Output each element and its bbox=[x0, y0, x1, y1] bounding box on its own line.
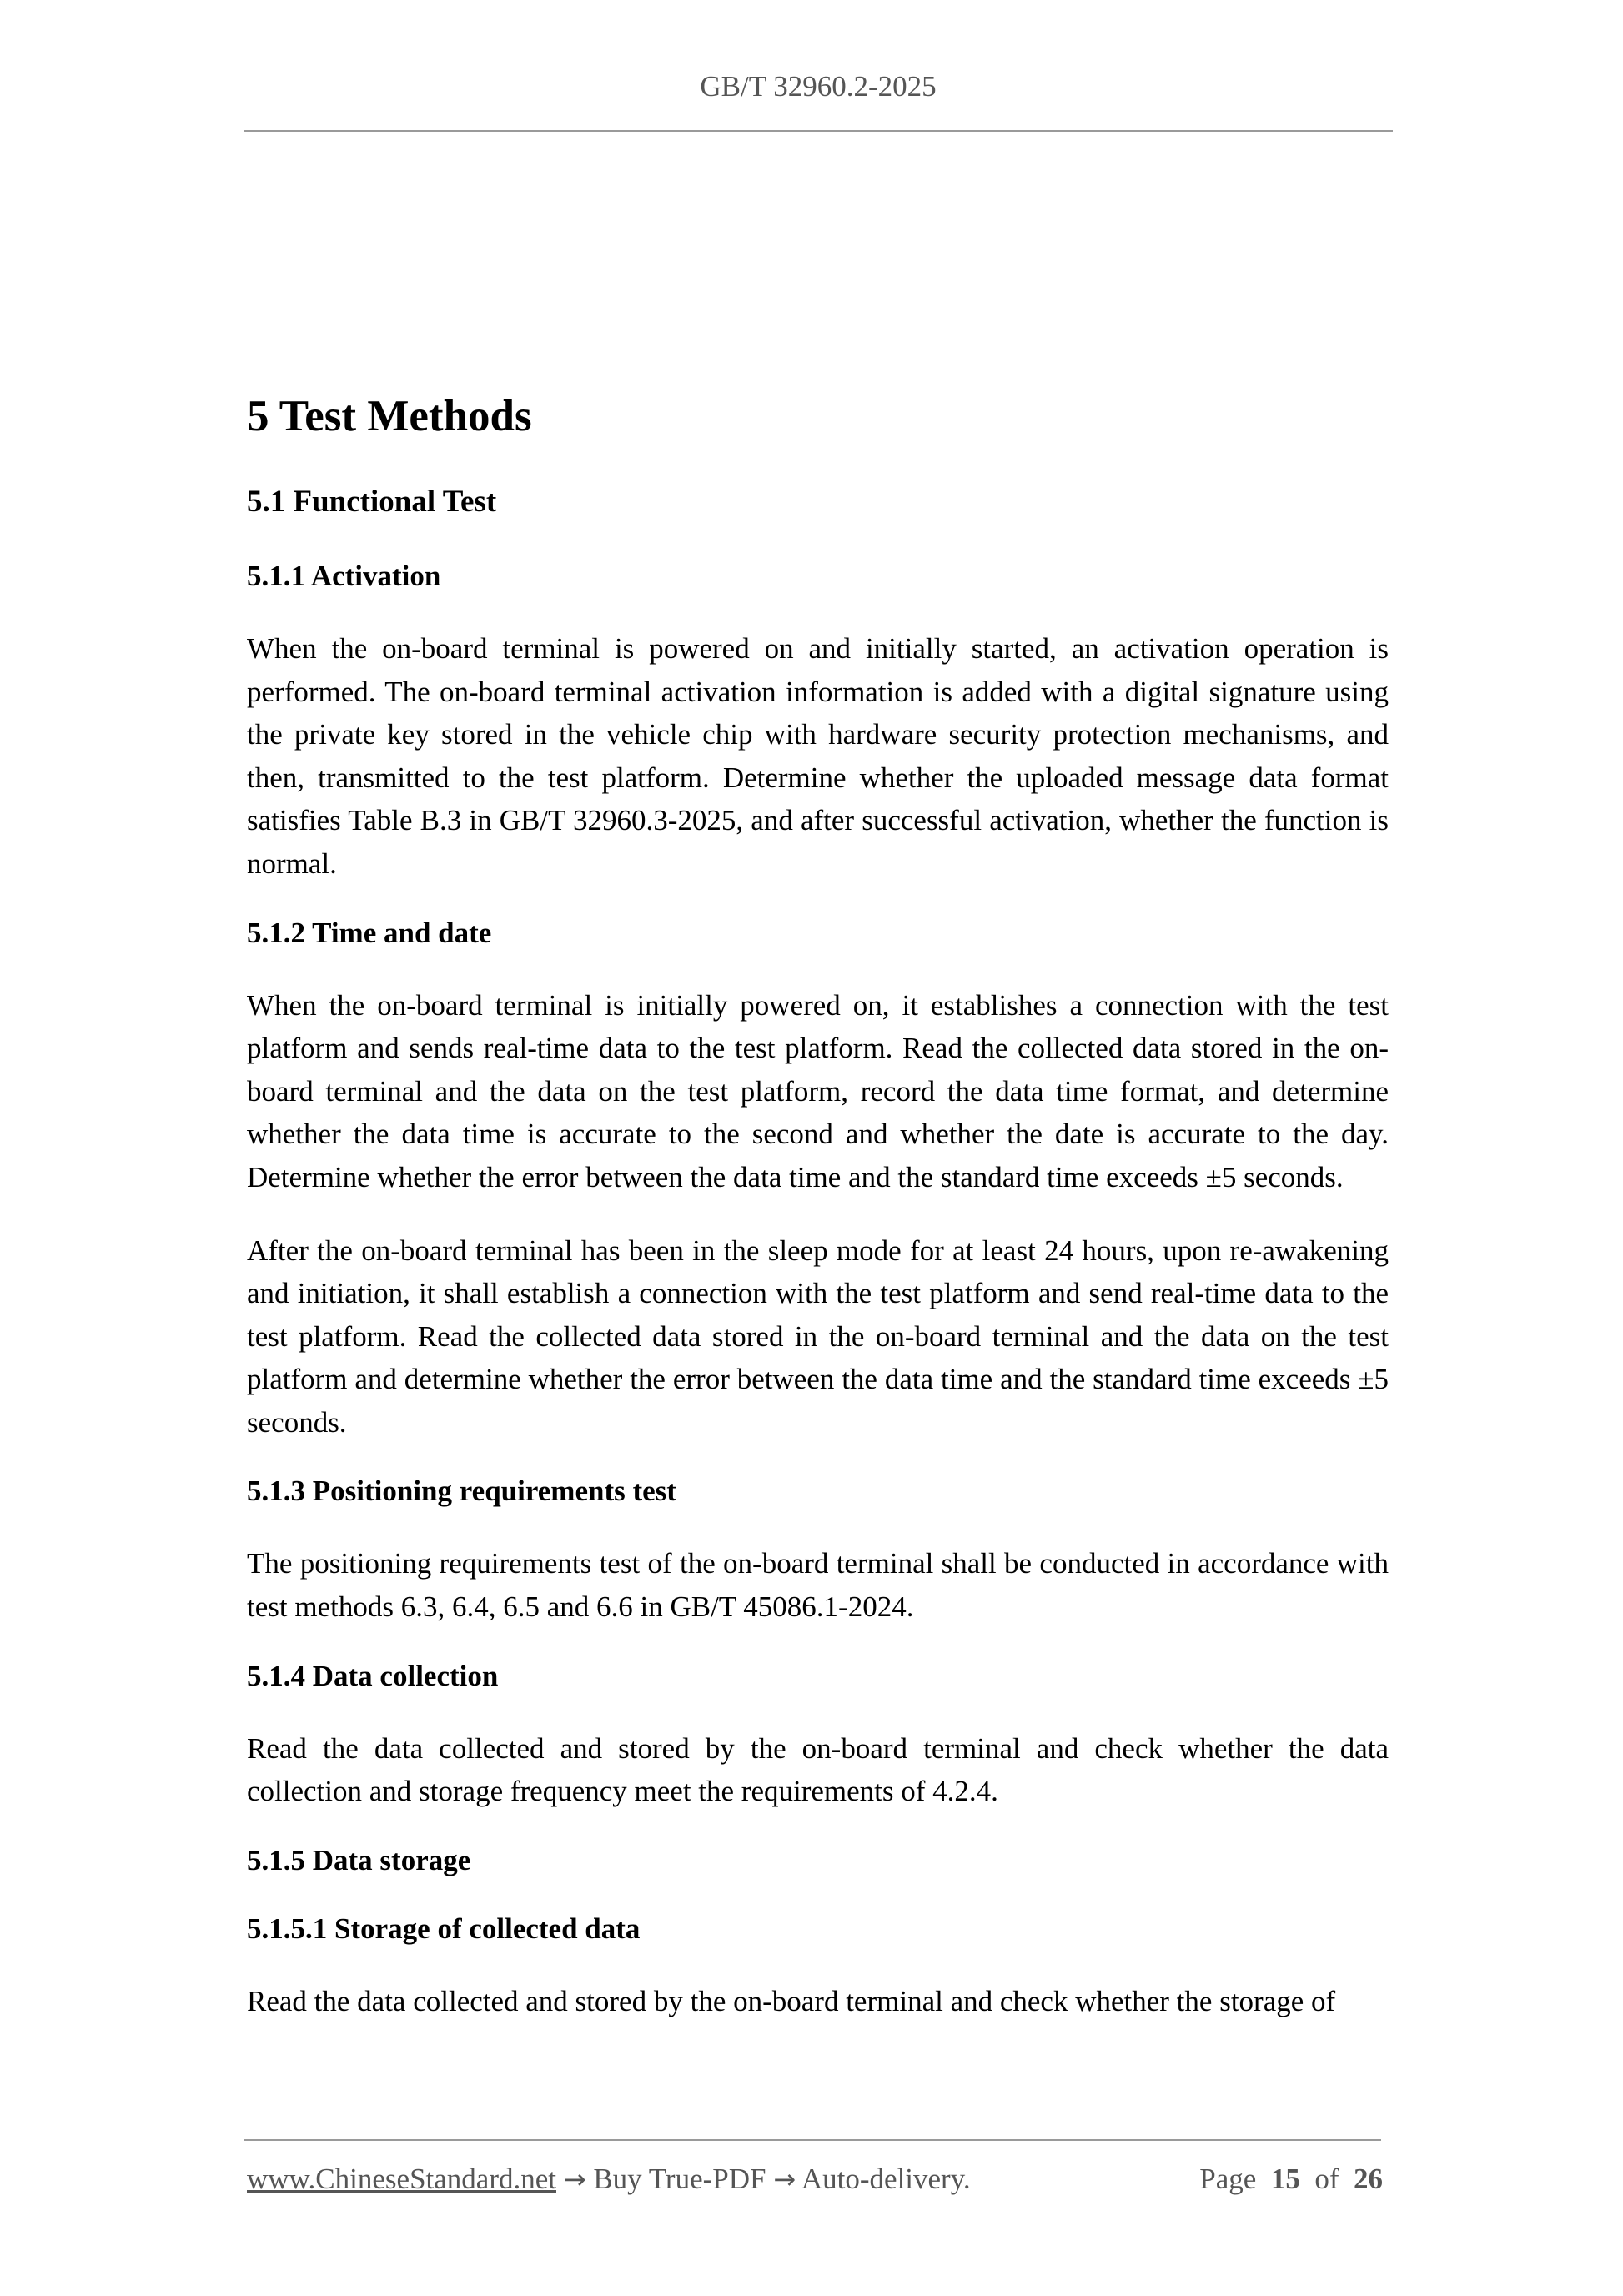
subsection-title-5-1: 5.1 Functional Test bbox=[247, 484, 497, 519]
clause-5-1-5-1-paragraph: Read the data collected and stored by the on-board terminal and check whether the storage of bbox=[247, 1984, 1336, 2017]
clause-title-5-1-5-1: 5.1.5.1 Storage of collected data bbox=[247, 1912, 641, 1945]
clause-5-1-2-paragraph-1: When the on-board terminal is initially powered on, it establishes a connection with the test platform and sends real-time data to the test platform. Read the collected data stored in the on-board terminal and the data on the test platform, record the data time format, and determine whether the data time is accurate to the second and whether the date is accurate to the day. Determine whether the error between the data time and the standard time exceeds ±5 seconds. bbox=[247, 988, 1389, 1193]
clause-title-5-1-1: 5.1.1 Activation bbox=[247, 559, 441, 592]
total-pages-number: 26 bbox=[1354, 2163, 1383, 2195]
clause-5-1-4-paragraph: Read the data collected and stored by the on-board terminal and check whether the data collection and storage frequency meet the requirements of 4.2.4. bbox=[247, 1731, 1389, 1808]
clause-5-1-1-paragraph: When the on-board terminal is powered on and initially started, an activation operation is performed. The on-board terminal activation information is added with a digital signature using the private key stored in the vehicle chip with hardware security protection mechanisms, and then, transmitted to the test platform. Determine whether the uploaded message data format satisfies Table B.3 in GB/T 32960.3-2025, and after successful activation, whether the function is normal. bbox=[247, 631, 1389, 880]
site-link[interactable]: www.ChineseStandard.net bbox=[247, 2163, 556, 2195]
clause-5-1-3-paragraph: The positioning requirements test of the on-board terminal shall be conducted in accordance with test methods 6.3, 6.4, 6.5 and 6.6 in GB/T 45086.1-2024. bbox=[247, 1547, 1389, 1624]
page-indicator bbox=[1199, 2163, 1383, 2196]
header-divider bbox=[244, 130, 1393, 132]
section-title: 5 Test Methods bbox=[247, 392, 532, 440]
page-label: Page bbox=[1199, 2163, 1257, 2195]
clause-title-5-1-5: 5.1.5 Data storage bbox=[247, 1843, 471, 1876]
page-content bbox=[247, 390, 1389, 2052]
clause-title-5-1-3: 5.1.3 Positioning requirements test bbox=[247, 1475, 676, 1508]
footer-divider bbox=[244, 2139, 1381, 2141]
arrow-right-icon: → bbox=[773, 2163, 796, 2195]
running-header: GB/T 32960.2-2025 bbox=[700, 70, 937, 103]
delivery-text: Auto-delivery. bbox=[801, 2163, 971, 2195]
arrow-right-icon: → bbox=[563, 2163, 586, 2195]
of-label: of bbox=[1314, 2163, 1339, 2195]
footer-promo bbox=[247, 2163, 971, 2196]
clause-title-5-1-2: 5.1.2 Time and date bbox=[247, 916, 492, 949]
clause-5-1-2-paragraph-2: After the on-board terminal has been in the sleep mode for at least 24 hours, upon re-awakening and initiation, it shall establish a connection with the test platform and send real-time data to the test platform. Read the collected data stored in the on-board terminal and the data on the test platform and determine whether the error between the data time and the standard time exceeds ±5 seconds. bbox=[247, 1233, 1389, 1439]
clause-title-5-1-4: 5.1.4 Data collection bbox=[247, 1659, 499, 1692]
current-page-number: 15 bbox=[1270, 2163, 1300, 2195]
buy-text: Buy True-PDF bbox=[593, 2163, 766, 2195]
